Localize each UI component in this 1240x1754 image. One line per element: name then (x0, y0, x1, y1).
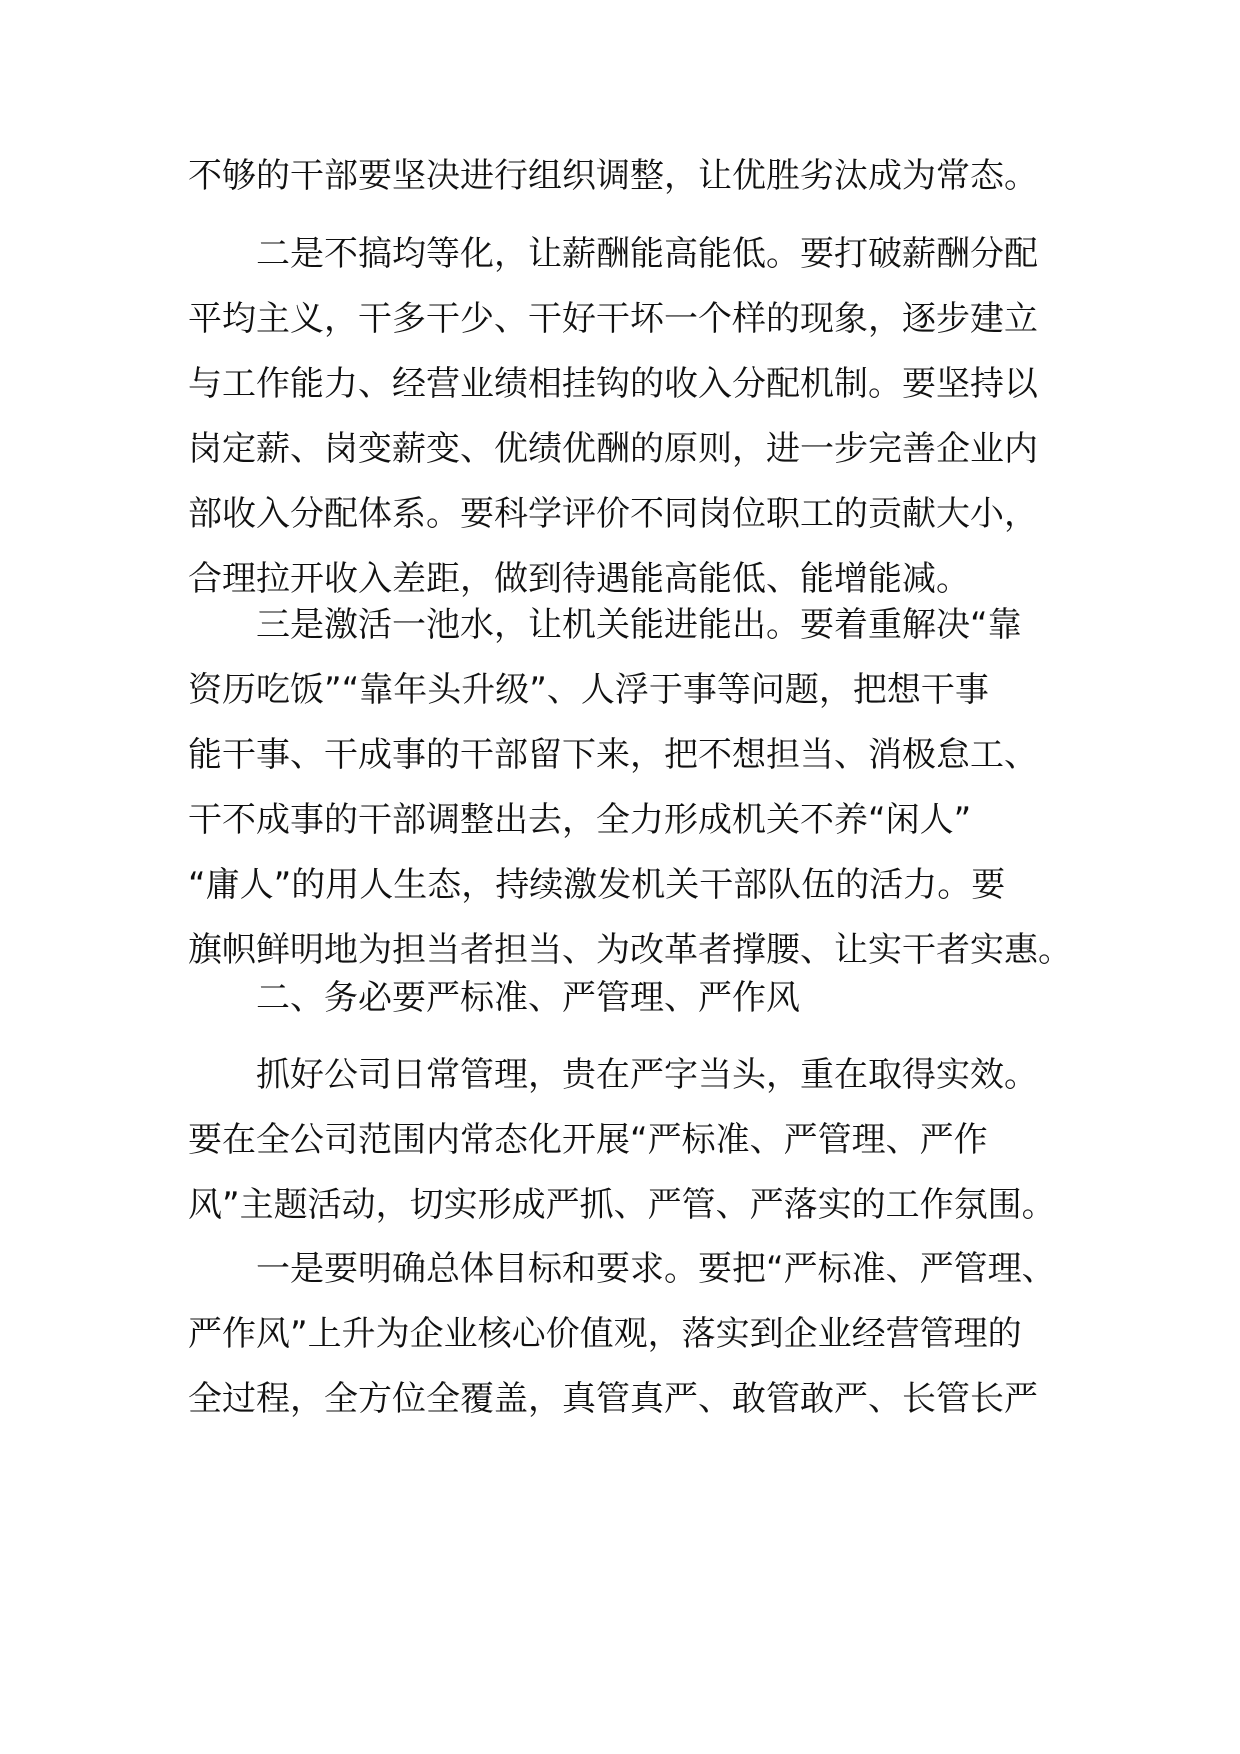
text-line: 资历吃饭”“靠年头升级”、人浮于事等问题，把想干事 (188, 670, 989, 710)
text-line: 干不成事的干部调整出去，全力形成机关不养“闲人” (188, 800, 972, 840)
paragraph-goal (188, 1237, 1068, 1432)
text-line: 平均主义，干多干少、干好干坏一个样的现象，逐步建立 (188, 299, 1038, 339)
text-line: 三是激活一池水，让机关能进能出。要着重解决“靠 (188, 605, 1022, 645)
text-line: 与工作能力、经营业绩相挂钩的收入分配机制。要坚持以 (188, 364, 1038, 404)
text-line: 风”主题活动，切实形成严抓、严管、严落实的工作氛围。 (188, 1185, 1056, 1225)
text-line: “庸人”的用人生态，持续激发机关干部队伍的活力。要 (188, 865, 1006, 905)
paragraph-point-three (188, 593, 1072, 983)
text-line: 能干事、干成事的干部留下来，把不想担当、消极怠工、 (188, 735, 1038, 775)
text-line: 要在全公司范围内常态化开展“严标准、严管理、严作 (188, 1120, 988, 1160)
paragraph-management (188, 1043, 1068, 1238)
heading-line: 二、务必要严标准、严管理、严作风 (188, 978, 800, 1018)
text-line: 抓好公司日常管理，贵在严字当头，重在取得实效。 (188, 1055, 1038, 1095)
text-line: 全过程，全方位全覆盖，真管真严、敢管敢严、长管长严 (188, 1379, 1038, 1419)
section-heading (188, 966, 1068, 1031)
paragraph-continuation (188, 144, 1068, 209)
text-line: 不够的干部要坚决进行组织调整，让优胜劣汰成为常态。 (188, 156, 1038, 196)
text-line: 岗定薪、岗变薪变、优绩优酬的原则，进一步完善企业内 (188, 429, 1038, 469)
text-line: 一是要明确总体目标和要求。要把“严标准、严管理、 (188, 1249, 1056, 1289)
text-line: 合理拉开收入差距，做到待遇能高能低、能增能减。 (188, 559, 970, 599)
text-line: 旗帜鲜明地为担当者担当、为改革者撑腰、让实干者实惠。 (188, 930, 1072, 970)
text-line: 部收入分配体系。要科学评价不同岗位职工的贡献大小， (188, 494, 1038, 534)
paragraph-point-two (188, 222, 1068, 612)
text-line: 严作风”上升为企业核心价值观，落实到企业经营管理的 (188, 1314, 1022, 1354)
text-line: 二是不搞均等化，让薪酬能高能低。要打破薪酬分配 (188, 234, 1038, 274)
